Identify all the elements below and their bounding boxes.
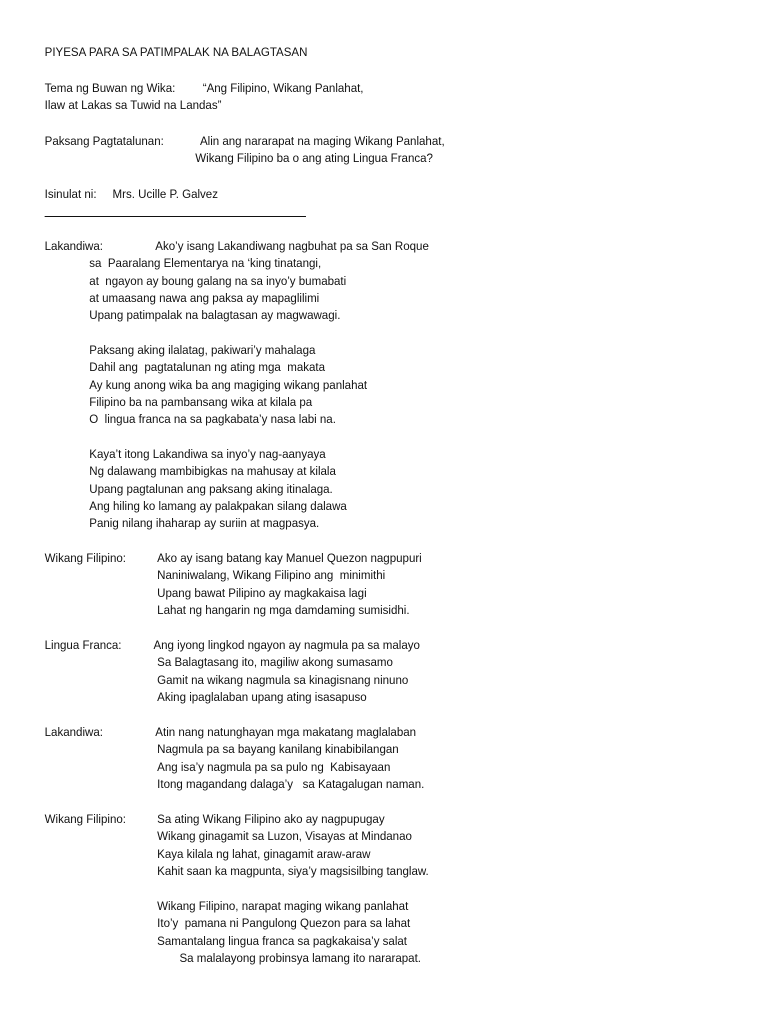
speaker-label: Lakandiwa: <box>44 239 103 253</box>
paksa-line-2: Wikang Filipino ba o ang ating Lingua Franca? <box>195 151 433 165</box>
verse-line: Kaya kilala ng lahat, ginagamit araw-araw <box>157 847 371 861</box>
verse-line: Ang hiling ko lamang ay palakpakan silang dalawa <box>89 499 347 513</box>
verse-line: Samantalang lingua franca sa pagkakaisa’y salat <box>157 934 408 948</box>
verse-line: Atin nang natunghayan mga makatang maglalaban <box>155 725 417 739</box>
paksa-line-1: Alin ang nararapat na maging Wikang Panlahat, <box>199 134 445 148</box>
verse-line: Ito’y pamana ni Pangulong Quezon para sa lahat <box>157 916 411 930</box>
verse-line: Upang pagtalunan ang paksang aking itinalaga. <box>89 482 333 496</box>
verse-line: Paksang aking ilalatag, pakiwari’y mahalaga <box>89 343 316 357</box>
tema-line-2: Ilaw at Lakas sa Tuwid na Landas” <box>44 98 222 112</box>
document-title: PIYESA PARA SA PATIMPALAK NA BALAGTASAN <box>44 45 308 59</box>
paksa-label: Paksang Pagtatalunan: <box>44 134 164 148</box>
verse-line: Aking ipaglalaban upang ating isasapuso <box>157 690 367 704</box>
separator-line <box>45 216 306 217</box>
verse-line: Ay kung anong wika ba ang magiging wikang panlahat <box>89 378 368 392</box>
verse-line: Wikang Filipino, narapat maging wikang panlahat <box>157 899 409 913</box>
verse-line: Wikang ginagamit sa Luzon, Visayas at Mindanao <box>157 829 412 843</box>
verse-line: Filipino ba na pambansang wika at kilala pa <box>89 395 313 409</box>
verse-line: Ng dalawang mambibigkas na mahusay at kilala <box>89 464 336 478</box>
verse-line: O lingua franca na sa pagkabata’y nasa labi na. <box>89 412 336 426</box>
verse-line: Sa malalayong probinsya lamang ito nararapat. <box>179 951 421 965</box>
verse-line: Ako ay isang batang kay Manuel Quezon nagpupuri <box>157 551 422 565</box>
verse-line: Kaya’t itong Lakandiwa sa inyo’y nag-aanyaya <box>89 447 326 461</box>
verse-line: Ako’y isang Lakandiwang nagbuhat pa sa San Roque <box>155 239 429 253</box>
verse-line: Kahit saan ka magpunta, siya’y magsisilbing tanglaw. <box>157 864 429 878</box>
verse-line: Sa Balagtasang ito, magiliw akong sumasamo <box>157 655 393 669</box>
verse-line: Dahil ang pagtatalunan ng ating mga makata <box>89 360 326 374</box>
verse-line: Itong magandang dalaga’y sa Katagalugan naman. <box>157 777 425 791</box>
speaker-label: Wikang Filipino: <box>44 551 126 565</box>
speaker-label: Wikang Filipino: <box>44 812 126 826</box>
verse-line: Nagmula pa sa bayang kanilang kinabibilangan <box>157 742 399 756</box>
verse-line: at ngayon ay boung galang na sa inyo’y bumabati <box>89 274 347 288</box>
author-name: Mrs. Ucille P. Galvez <box>112 187 218 201</box>
speaker-label: Lingua Franca: <box>44 638 122 652</box>
verse-line: Ang isa’y nagmula pa sa pulo ng Kabisayaan <box>157 760 391 774</box>
verse-line: Sa ating Wikang Filipino ako ay nagpupugay <box>157 812 385 826</box>
author-label: Isinulat ni: <box>44 187 97 201</box>
verse-line: Ang iyong lingkod ngayon ay nagmula pa sa malayo <box>153 638 420 652</box>
tema-label: Tema ng Buwan ng Wika: <box>44 81 176 95</box>
verse-line: Upang patimpalak na balagtasan ay magwawagi. <box>89 308 341 322</box>
verse-line: at umaasang nawa ang paksa ay mapaglilimi <box>89 291 320 305</box>
verse-line: sa Paaralang Elementarya na ‘king tinatangi, <box>89 256 322 270</box>
speaker-label: Lakandiwa: <box>44 725 103 739</box>
verse-line: Upang bawat Pilipino ay magkakaisa lagi <box>157 586 367 600</box>
verse-line: Naniniwalang, Wikang Filipino ang minimithi <box>157 568 386 582</box>
tema-line-1: “Ang Filipino, Wikang Panlahat, <box>202 81 364 95</box>
verse-line: Lahat ng hangarin ng mga damdaming sumisidhi. <box>157 603 410 617</box>
verse-line: Gamit na wikang nagmula sa kinagisnang ninuno <box>157 673 409 687</box>
verse-line: Panig nilang ihaharap ay suriin at magpasya. <box>89 516 320 530</box>
